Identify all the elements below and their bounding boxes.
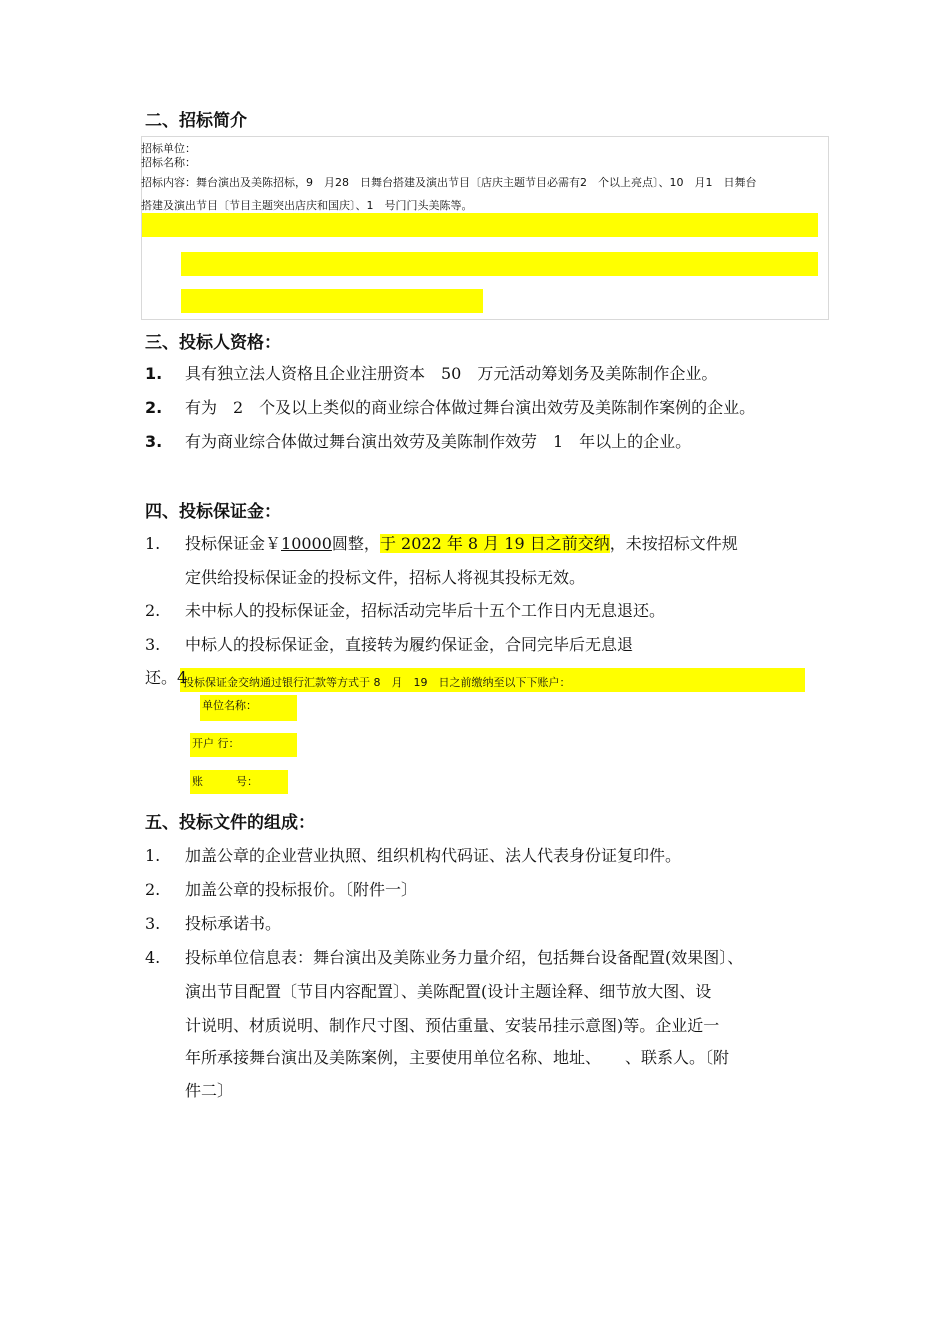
qualification-item [145, 395, 755, 418]
document-item-line: 件二〕 [185, 1081, 234, 1100]
item-number: 3. [145, 432, 163, 451]
tender-content-line2: 搭建及演出节目〔节目主题突出店庆和国庆〕、1 号门门头美陈等。 [141, 199, 473, 212]
item-number: 1. [145, 364, 163, 383]
item-text: 加盖公章的企业营业执照、组织机构代码证、法人代表身份证复印件。 [185, 846, 682, 865]
deposit-item-2 [145, 598, 665, 621]
section5-title: 五、投标文件的组成： [145, 813, 315, 833]
item-number: 1. [145, 846, 161, 865]
qualification-item [145, 429, 691, 452]
item-number: 4. [145, 948, 161, 967]
deposit-text: 投标保证金￥ [185, 534, 282, 553]
deposit-item-4: 投标保证金交纳通过银行汇款等方式于 8 月 19 日之前缴纳至以下下账户： [183, 676, 571, 689]
deposit-text: 圆整， [331, 534, 380, 553]
deposit-item-1 [145, 531, 738, 554]
highlight-bar [181, 252, 818, 276]
document-item [145, 945, 743, 968]
section4-title: 四、投标保证金： [145, 502, 281, 522]
item-number: 2. [145, 398, 163, 417]
deposit-item-1-line2: 定供给投标保证金的投标文件，招标人将视其投标无效。 [185, 568, 586, 587]
item-text: 投标承诺书。 [185, 914, 282, 933]
document-item [145, 911, 281, 934]
item-text: 具有独立法人资格且企业注册资本 50 万元活动筹划务及美陈制作企业。 [185, 364, 718, 383]
account-unit-label: 单位名称： [202, 699, 257, 712]
document-item-line: 演出节目配置〔节目内容配置〕、美陈配置(设计主题诠释、细节放大图、设 [185, 982, 712, 1001]
deposit-text: ，未按招标文件规 [609, 534, 738, 553]
section3-title: 三、投标人资格： [145, 333, 281, 353]
document-item-line: 年所承接舞台演出及美陈案例，主要使用单位名称、地址、 、联系人。〔附 [185, 1048, 730, 1067]
item-number: 2. [145, 601, 161, 620]
tender-unit-label: 招标单位： [141, 142, 196, 155]
tender-name-label: 招标名称： [141, 156, 196, 169]
document-item [145, 877, 417, 900]
qualification-item [145, 361, 717, 384]
deposit-item-3-line2: 还。4 [145, 668, 188, 687]
item-text: 有为 2 个及以上类似的商业综合体做过舞台演出效劳及美陈制作案例的企业。 [185, 398, 756, 417]
item-text: 加盖公章的投标报价。〔附件一〕 [185, 880, 418, 899]
deposit-text: 未中标人的投标保证金，招标活动完毕后十五个工作日内无息退还。 [185, 601, 666, 620]
item-number: 1. [145, 534, 161, 553]
deposit-item-3 [145, 632, 633, 655]
item-number: 2. [145, 880, 161, 899]
item-text: 有为商业综合体做过舞台演出效劳及美陈制作效劳 1 年以上的企业。 [185, 432, 692, 451]
document-item [145, 843, 681, 866]
deposit-deadline: 于 2022 年 8 月 19 日之前交纳 [379, 534, 610, 553]
deposit-text: 中标人的投标保证金，直接转为履约保证金，合同完毕后无息退 [185, 635, 634, 654]
tender-content-line1: 招标内容：舞台演出及美陈招标，9 月28 日舞台搭建及演出节目〔店庆主题节目必需有2 个以上亮点〕、10 月1 日舞台 [141, 176, 757, 189]
account-number-label: 账 号： [192, 775, 258, 788]
section2-title: 二、招标简介 [145, 111, 247, 131]
item-text: 投标单位信息表：舞台演出及美陈业务力量介绍，包括舞台设备配置(效果图〕、 [185, 948, 744, 967]
account-bank-label: 开户 行： [192, 737, 240, 750]
highlight-bar [142, 213, 818, 237]
highlight-bar [181, 289, 483, 313]
item-number: 3. [145, 635, 161, 654]
document-item-line: 计说明、材质说明、制作尺寸图、预估重量、安装吊挂示意图)等。企业近一 [185, 1016, 720, 1035]
deposit-amount: 10000 [281, 534, 332, 553]
item-number: 3. [145, 914, 161, 933]
